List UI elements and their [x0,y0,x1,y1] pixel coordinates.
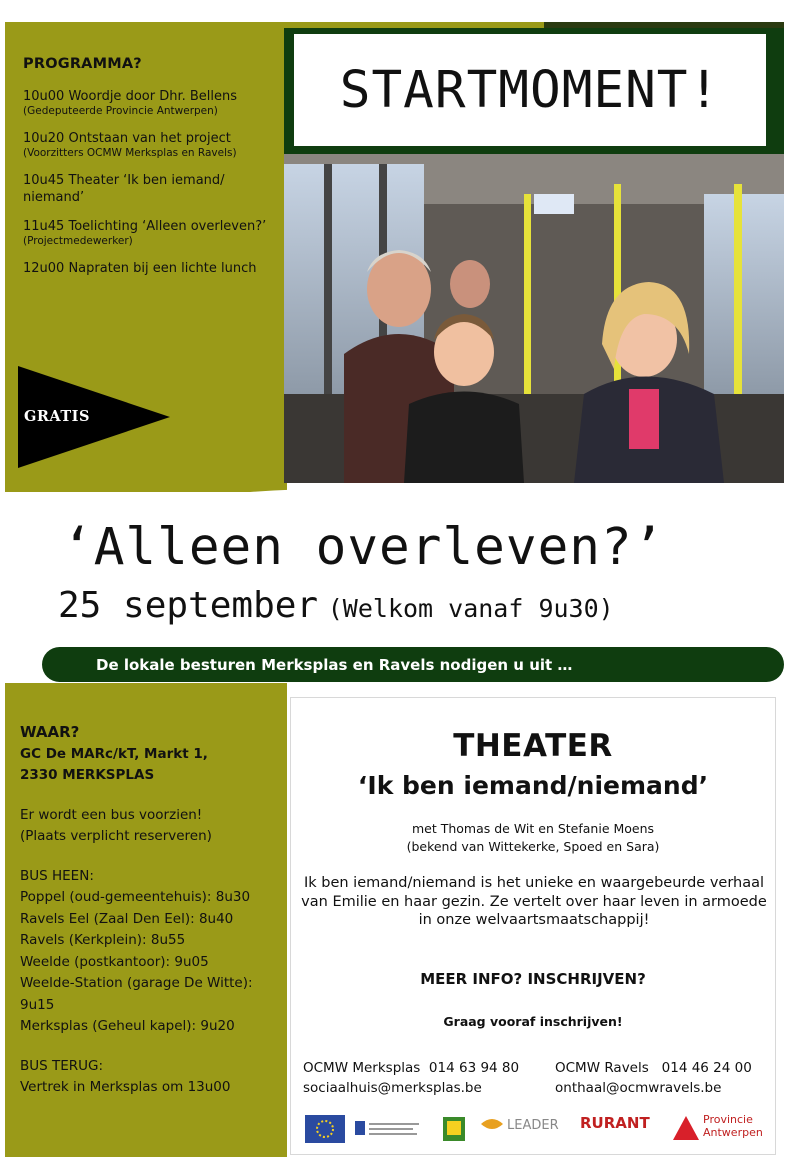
contact-ravels [555,1058,752,1098]
program-item [23,88,278,118]
provincie-triangle-icon [673,1116,699,1140]
location-heading: WAAR? [20,723,80,741]
program-item [23,130,278,160]
provincie-text-line: Provincie [703,1113,753,1126]
event-date-line [58,585,614,626]
bus-stop: 9u15 [20,996,55,1013]
gratis-label: GRATIS [24,408,90,425]
vlaanderen-logo [353,1112,423,1146]
theater-description: Ik ben iemand/niemand is het unieke en waargebeurde verhaal van Emilie en haar gezin. Ze vertelt over haar leven in armoede in onze welvaartsmaatschappij! [301,875,767,928]
program-heading: PROGRAMMA? [23,56,142,72]
contact-phone[interactable]: 014 63 94 80 [428,1060,520,1076]
theater-title: THEATER [453,728,613,764]
program-item-sub: (Voorzitters OCMW Merksplas en Ravels) [23,147,237,159]
theater-cast [291,820,775,856]
program-item-sub: (Gedeputeerde Provincie Antwerpen) [23,105,218,117]
rurant-logo [580,1112,670,1146]
location-section [20,722,282,1099]
provincie-text-line: Antwerpen [703,1126,763,1139]
sponsor-logos [305,1112,767,1148]
contact-name: OCMW Merksplas [303,1060,421,1076]
bus-note: Er wordt een bus voorzien! [20,806,203,823]
program-item-text: 11u45 Toelichting ‘Alleen overleven?’ [23,219,267,234]
contact-merksplas [303,1058,519,1098]
bus-stop: Merksplas (Geheul kapel): 9u20 [20,1018,235,1034]
bus-stop: Weelde (postkantoor): 9u05 [20,953,209,970]
program-item [23,172,278,206]
cast-line: (bekend van Wittekerke, Spoed en Sara) [406,839,660,854]
program-item-text: 10u45 Theater ‘Ik ben iemand/ niemand’ [23,173,225,205]
photo-illustration [284,154,784,483]
program-item-text: 10u00 Woordje door Dhr. Bellens [23,89,238,104]
invitation-text: De lokale besturen Merksplas en Ravels nodigen u uit … [96,655,573,674]
program-item-text: 12u00 Napraten bij een lichte lunch [23,261,257,276]
leader-logo [481,1112,571,1146]
bus-back-heading: BUS TERUG: [20,1057,104,1074]
cast-line: met Thomas de Wit en Stefanie Moens [411,821,655,836]
theater-subtitle: ‘Ik ben iemand/niemand’ [357,771,709,800]
leader-leaf-icon [481,1116,503,1132]
bus-back-info: Vertrek in Merksplas om 13u00 [20,1079,231,1095]
bus-stop: Ravels (Kerkplein): 8u55 [20,932,186,948]
address-line: GC De MARc/kT, Markt 1, [20,745,208,762]
bus-stop: Ravels Eel (Zaal Den Eel): 8u40 [20,910,234,927]
provincie-antwerpen-logo [673,1112,767,1146]
program-section [23,56,278,289]
register-note: Graag vooraf inschrijven! [443,1014,623,1029]
event-welcome-time: (Welkom vanaf 9u30) [327,594,614,623]
theater-info-box [290,697,776,1155]
contact-name: OCMW Ravels [555,1060,649,1076]
program-item [23,218,278,248]
more-info-heading: MEER INFO? INSCHRIJVEN? [420,970,646,988]
address-line: 2330 MERKSPLAS [20,767,155,783]
program-item [23,260,278,277]
leader-text: LEADER [507,1118,559,1133]
bus-stop: Poppel (oud-gemeentehuis): 8u30 [20,889,251,905]
startmoment-box [294,34,766,146]
event-date: 25 september [58,585,319,626]
program-item-sub: (Projectmedewerker) [23,235,133,247]
bus-out-heading: BUS HEEN: [20,867,94,884]
bus-passengers-photo [284,154,784,483]
bus-note: (Plaats verplicht reserveren) [20,828,212,844]
event-title: ‘Alleen overleven?’ [62,518,665,577]
rurant-text: RURANT [580,1114,650,1132]
contact-email[interactable]: onthaal@ocmwravels.be [555,1080,722,1096]
startmoment-title: STARTMOMENT! [339,60,721,120]
contact-email[interactable]: sociaalhuis@merksplas.be [303,1080,482,1096]
contact-phone[interactable]: 014 46 24 00 [661,1060,752,1076]
eu-flag-logo [305,1112,345,1146]
bus-stop: Weelde-Station (garage De Witte): [20,975,253,991]
invitation-bar [42,647,784,682]
program-item-text: 10u20 Ontstaan van het project [23,131,231,146]
europe-invests-logo [441,1112,467,1146]
